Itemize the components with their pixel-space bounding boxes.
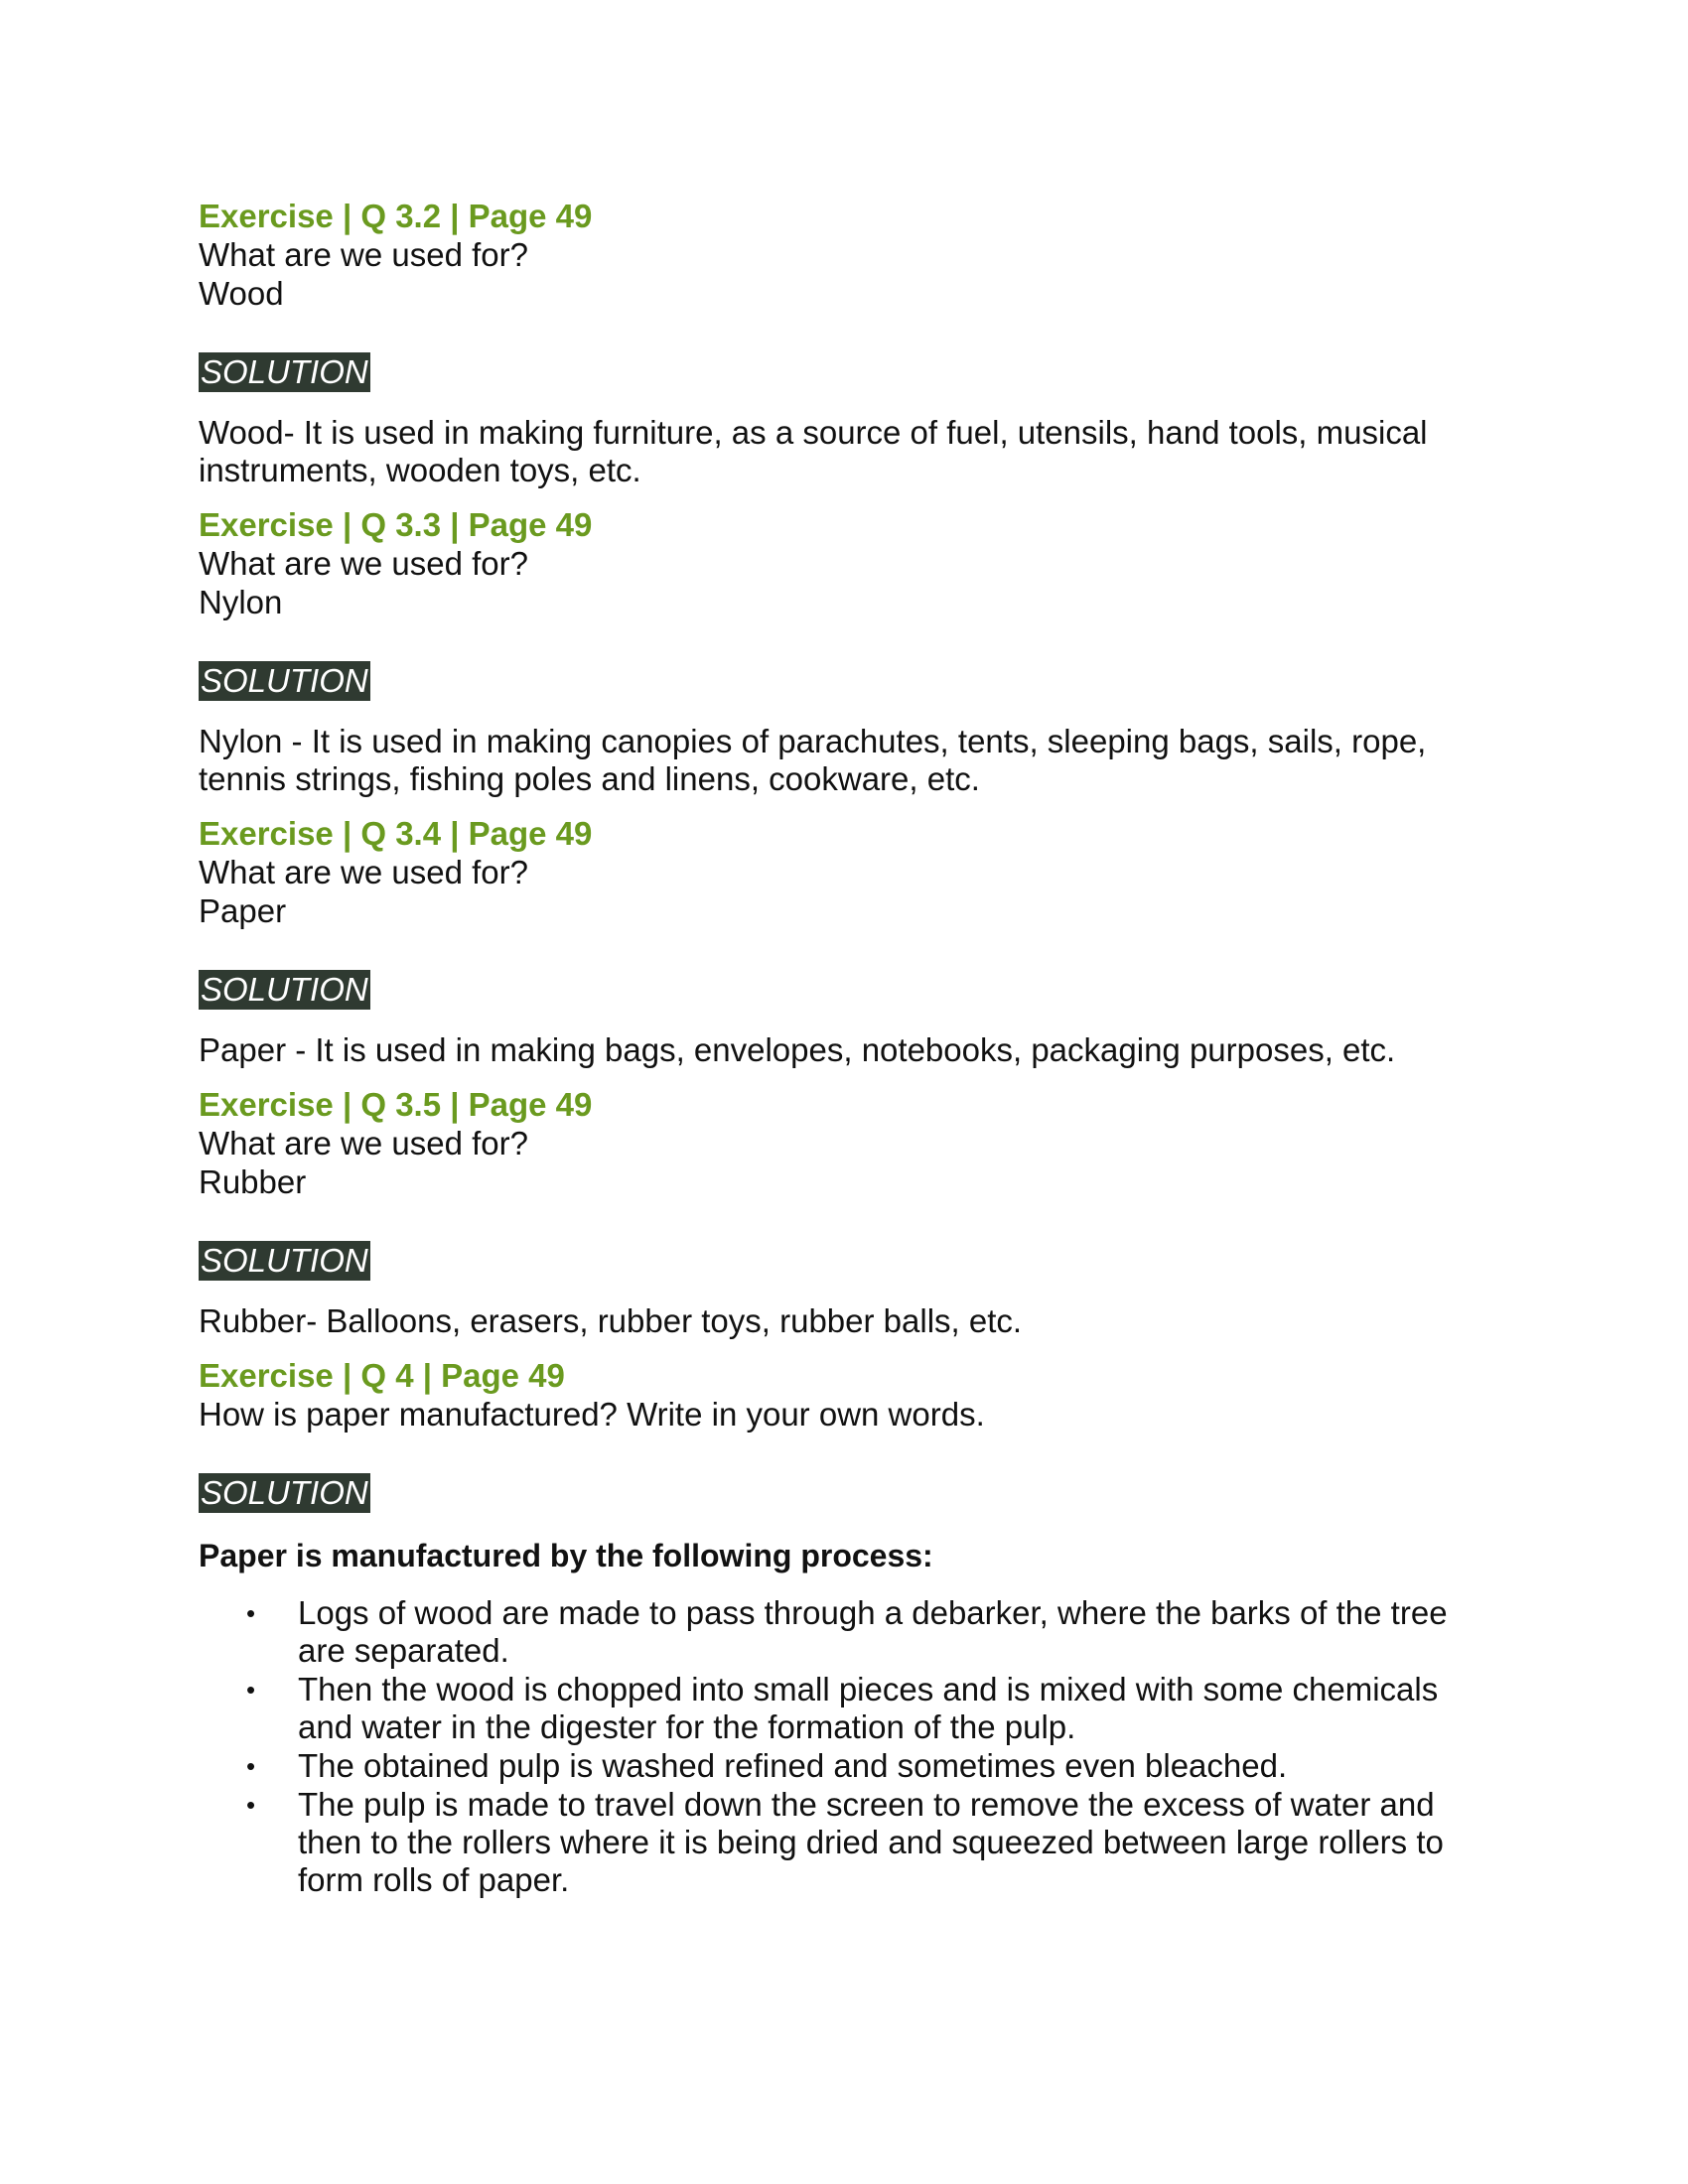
question-item: Nylon [199, 584, 283, 620]
process-list [199, 1594, 1489, 1899]
question-item: Rubber [199, 1163, 307, 1200]
exercise-block [199, 1356, 1489, 1899]
list-item-text: Then the wood is chopped into small pieces and is mixed with some chemicals and water in the digester for the formation of the pulp. [298, 1671, 1439, 1745]
list-item-text: The pulp is made to travel down the screen to remove the excess of water and then to the rollers where it is being dried and squeezed between large rollers to form rolls of paper. [298, 1786, 1444, 1898]
solution-intro: Paper is manufactured by the following process: [199, 1538, 933, 1573]
document-page [199, 197, 1489, 1900]
question-text: What are we used for? [199, 854, 528, 890]
solution-badge: SOLUTION [201, 971, 368, 1008]
question-text: How is paper manufactured? Write in your own words. [199, 1396, 985, 1433]
solution-badge: SOLUTION [201, 662, 368, 699]
question-item: Wood [199, 275, 284, 312]
list-item [199, 1594, 1455, 1670]
exercise-heading: Exercise | Q 3.3 | Page 49 [199, 506, 593, 543]
solution-answer: Nylon - It is used in making canopies of parachutes, tents, sleeping bags, sails, rope, tennis strings, fishing poles and linens, cookware, etc. [199, 723, 1427, 797]
list-item [199, 1671, 1455, 1746]
bullet-icon: • [246, 1598, 256, 1628]
bullet-icon: • [246, 1751, 256, 1781]
solution-answer: Rubber- Balloons, erasers, rubber toys, rubber balls, etc. [199, 1302, 1023, 1339]
list-item [199, 1786, 1455, 1899]
solution-badge: SOLUTION [201, 1242, 368, 1279]
exercise-heading: Exercise | Q 3.5 | Page 49 [199, 1086, 593, 1123]
solution-badge: SOLUTION [201, 1474, 368, 1511]
exercise-block [199, 814, 1489, 1069]
list-item-text: The obtained pulp is washed refined and sometimes even bleached. [298, 1747, 1288, 1784]
solution-badge: SOLUTION [201, 353, 368, 390]
solution-answer: Paper - It is used in making bags, envelopes, notebooks, packaging purposes, etc. [199, 1031, 1396, 1068]
exercise-heading: Exercise | Q 4 | Page 49 [199, 1357, 565, 1394]
exercise-block [199, 197, 1489, 489]
question-item: Paper [199, 892, 287, 929]
exercise-block [199, 1085, 1489, 1340]
question-text: What are we used for? [199, 545, 528, 582]
exercise-heading: Exercise | Q 3.4 | Page 49 [199, 815, 593, 852]
question-text: What are we used for? [199, 1125, 528, 1161]
bullet-icon: • [246, 1675, 256, 1705]
exercise-block [199, 505, 1489, 798]
list-item-text: Logs of wood are made to pass through a debarker, where the barks of the tree are separated. [298, 1594, 1448, 1669]
question-text: What are we used for? [199, 236, 528, 273]
bullet-icon: • [246, 1790, 256, 1820]
list-item [199, 1747, 1455, 1785]
solution-answer: Wood- It is used in making furniture, as a source of fuel, utensils, hand tools, musical instruments, wooden toys, etc. [199, 414, 1428, 488]
exercise-heading: Exercise | Q 3.2 | Page 49 [199, 198, 593, 234]
